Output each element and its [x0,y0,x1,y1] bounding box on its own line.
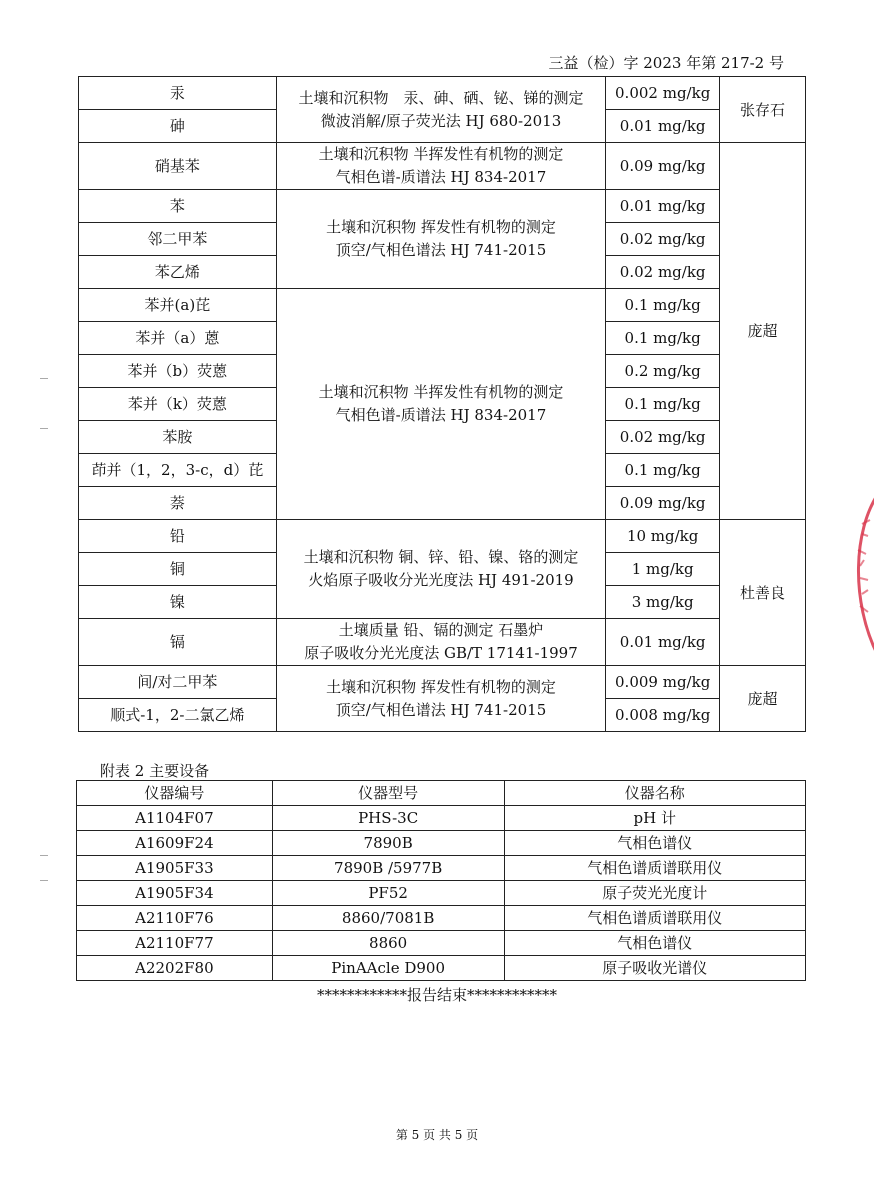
table-row [79,289,806,322]
table-row [77,831,806,856]
report-end-marker: ************报告结束************ [316,986,557,1004]
detection-limit: 0.1 mg/kg [606,388,720,421]
instrument-model: PHS-3C [272,806,504,831]
table-row [77,906,806,931]
table-row [77,806,806,831]
detection-limit: 0.1 mg/kg [606,454,720,487]
test-item: 苯并（a）蒽 [79,322,277,355]
detection-limit: 0.009 mg/kg [606,666,720,699]
scan-mark [40,855,48,856]
instrument-name: 气相色谱仪 [504,831,805,856]
instrument-name: 原子荧光光度计 [504,881,805,906]
scan-mark [40,428,48,429]
test-method: 土壤和沉积物 汞、砷、硒、铋、锑的测定 微波消解/原子荧光法 HJ 680-2013 [276,77,606,143]
page-number: 第 5 页 共 5 页 [395,1128,479,1142]
test-method: 土壤质量 铅、镉的测定 石墨炉 原子吸收分光光度法 GB/T 17141-1997 [276,619,606,666]
detection-limit: 1 mg/kg [606,553,720,586]
column-header: 仪器编号 [77,781,273,806]
detection-limit: 0.02 mg/kg [606,223,720,256]
instrument-id: A2110F77 [77,931,273,956]
instrument-name: 原子吸收光谱仪 [504,956,805,981]
test-method: 土壤和沉积物 半挥发性有机物的测定 气相色谱-质谱法 HJ 834-2017 [276,289,606,520]
table-header-row [77,781,806,806]
test-item: 苯 [79,190,277,223]
analyst: 杜善良 [720,520,806,666]
analyst: 庞超 [720,666,806,732]
test-method: 土壤和沉积物 挥发性有机物的测定 顶空/气相色谱法 HJ 741-2015 [276,190,606,289]
test-item: 苯乙烯 [79,256,277,289]
report-reference-number: 三益（检）字 2023 年第 217-2 号 [548,54,784,72]
test-item: 苯胺 [79,421,277,454]
instrument-model: 8860/7081B [272,906,504,931]
detection-limit: 10 mg/kg [606,520,720,553]
test-item: 硝基苯 [79,143,277,190]
table-row [79,619,806,666]
equipment-table [76,780,806,981]
instrument-model: 8860 [272,931,504,956]
table-row [77,856,806,881]
instrument-id: A1104F07 [77,806,273,831]
detection-limit: 0.01 mg/kg [606,619,720,666]
instrument-id: A1609F24 [77,831,273,856]
test-methods-table [78,76,806,732]
test-item: 苯并（k）荧蒽 [79,388,277,421]
test-item: 顺式-1，2-二氯乙烯 [79,699,277,732]
detection-limit: 0.01 mg/kg [606,190,720,223]
detection-limit: 0.2 mg/kg [606,355,720,388]
test-item: 茚并（1，2，3-c，d）芘 [79,454,277,487]
scan-mark [40,880,48,881]
scan-mark [40,378,48,379]
table-row [79,520,806,553]
instrument-name: pH 计 [504,806,805,831]
test-item: 镉 [79,619,277,666]
instrument-id: A2110F76 [77,906,273,931]
test-item: 苯并(a)芘 [79,289,277,322]
detection-limit: 3 mg/kg [606,586,720,619]
test-item: 苯并（b）荧蒽 [79,355,277,388]
table-row [79,190,806,223]
detection-limit: 0.02 mg/kg [606,421,720,454]
instrument-model: PinAAcle D900 [272,956,504,981]
detection-limit: 0.01 mg/kg [606,110,720,143]
detection-limit: 0.09 mg/kg [606,143,720,190]
test-item: 间/对二甲苯 [79,666,277,699]
instrument-model: PF52 [272,881,504,906]
detection-limit: 0.002 mg/kg [606,77,720,110]
test-item: 铅 [79,520,277,553]
test-item: 汞 [79,77,277,110]
table-row [77,956,806,981]
test-item: 铜 [79,553,277,586]
instrument-id: A1905F33 [77,856,273,881]
test-method: 土壤和沉积物 铜、锌、铅、镍、铬的测定 火焰原子吸收分光光度法 HJ 491-2019 [276,520,606,619]
test-item: 镍 [79,586,277,619]
analyst: 张存石 [720,77,806,143]
instrument-name: 气相色谱仪 [504,931,805,956]
column-header: 仪器型号 [272,781,504,806]
table-row [77,881,806,906]
detection-limit: 0.008 mg/kg [606,699,720,732]
detection-limit: 0.1 mg/kg [606,322,720,355]
table-row [77,931,806,956]
column-header: 仪器名称 [504,781,805,806]
appendix-caption: 附表 2 主要设备 [100,762,210,780]
test-item: 邻二甲苯 [79,223,277,256]
instrument-id: A1905F34 [77,881,273,906]
table-row [79,77,806,110]
instrument-model: 7890B /5977B [272,856,504,881]
instrument-name: 气相色谱质谱联用仪 [504,856,805,881]
detection-limit: 0.1 mg/kg [606,289,720,322]
table-row [79,666,806,699]
detection-limit: 0.02 mg/kg [606,256,720,289]
instrument-id: A2202F80 [77,956,273,981]
test-method: 土壤和沉积物 挥发性有机物的测定 顶空/气相色谱法 HJ 741-2015 [276,666,606,732]
detection-limit: 0.09 mg/kg [606,487,720,520]
analyst: 庞超 [720,143,806,520]
instrument-model: 7890B [272,831,504,856]
test-method: 土壤和沉积物 半挥发性有机物的测定 气相色谱-质谱法 HJ 834-2017 [276,143,606,190]
seal-stamp [844,490,874,660]
test-item: 萘 [79,487,277,520]
table-row [79,143,806,190]
instrument-name: 气相色谱质谱联用仪 [504,906,805,931]
test-item: 砷 [79,110,277,143]
